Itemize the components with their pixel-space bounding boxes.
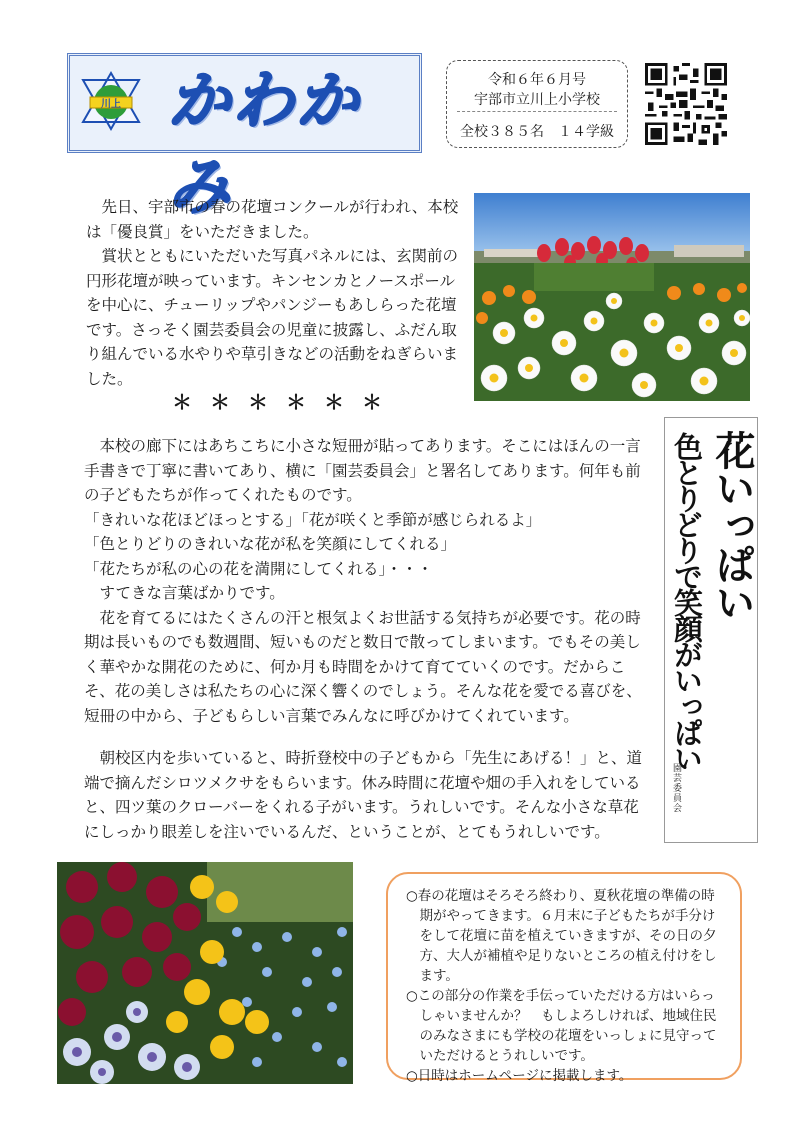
school-name: 宇部市立川上小学校 bbox=[474, 92, 600, 108]
quote: 「きれいな花ほどほっとする」「花が咲くと季節が感じられるよ」 bbox=[84, 510, 542, 529]
tanzaku-line-1: 花いっぱい bbox=[709, 430, 756, 620]
school-emblem-icon bbox=[80, 70, 142, 132]
tanzaku-card bbox=[664, 417, 758, 843]
quote: 「色とりどりのきれいな花が私を笑顔にしてくれる」 bbox=[84, 535, 457, 553]
article-tanzaku bbox=[84, 434, 652, 728]
issue-divider bbox=[457, 111, 617, 112]
article-clover bbox=[84, 746, 652, 844]
pansy-flowerbed-photo bbox=[57, 862, 353, 1084]
section-separator: ＊＊＊＊＊＊ bbox=[172, 390, 400, 414]
school-stats: 全校３８５名 １４学級 bbox=[460, 124, 614, 140]
notice-item: ○日時はホームページに掲載します。 bbox=[406, 1068, 633, 1084]
paragraph: 賞状とともにいただいた写真パネルには、玄関前の円形花壇が映っています。キンセンカとノースポールを中心に、チューリップやパンジーもあしらった花壇です。さっそく園芸委員会の児童に披露し、ふだん取り組んでいる水やりや草引きなどの活動をねぎらいました。 bbox=[86, 247, 459, 388]
paragraph: 花を育てるにはたくさんの汗と根気よくお世話する気持ちが必要です。花の時期は長いものでも数週間、短いものだと数日で散ってしまいます。でもその美しく華やかな開花のために、何か月も時間をかけて育てていくのです。だからこそ、花の美しさは私たちの心に深く響くのでしょう。そんな花を愛でる喜びを、短冊の中から、子どもらしい言葉でみんなに呼びかけてくれています。 bbox=[84, 608, 642, 725]
notice-item: ○春の花壇はそろそろ終わり、夏秋花壇の準備の時期がやってきます。６月末に子どもたちが手分けをして花壇に苗を植えていきますが、その日の夕方、大人が補植や足りないところの植え付けをします。 bbox=[406, 888, 717, 984]
paragraph: すてきな言葉ばかりです。 bbox=[99, 584, 285, 602]
article-flower-contest bbox=[86, 195, 466, 391]
issue-info-box bbox=[446, 60, 628, 148]
emblem-text: 川上 bbox=[101, 99, 121, 110]
issue-date: 令和６年６月号 bbox=[488, 72, 586, 88]
notice-box bbox=[386, 872, 742, 1084]
quote: 「花たちが私の心の花を満開にしてくれる」・・・ bbox=[84, 559, 433, 578]
tanzaku-line-2: 色とりどりで笑顔がいっぱい bbox=[670, 432, 704, 770]
tanzaku-signature: 園芸委員会 bbox=[671, 763, 681, 813]
notice-item: ○この部分の作業を手伝っていただける方はいらっしゃいませんか？ もしよろしければ、地域住民のみなさまにも学校の花壇をいっしょに見守っていただけるとうれしいです。 bbox=[406, 988, 717, 1064]
paragraph: 先日、宇部市の春の花壇コンクールが行われ、本校は「優良賞」をいただきました。 bbox=[86, 198, 459, 241]
newsletter-title: かわかみ bbox=[168, 64, 361, 223]
flowerbed-photo bbox=[474, 193, 750, 401]
paragraph: 朝校区内を歩いていると、時折登校中の子どもから「先生にあげる！」と、道端で摘んだシロツメクサをもらいます。休み時間に花壇や畑の手入れをしていると、四ツ葉のクローバーをくれる子がいます。うれしいです。そんな小さな草花にしっかり眼差しを注いでいるんだ、ということが、とてもうれしいです。 bbox=[84, 749, 643, 841]
paragraph: 本校の廊下にはあちこちに小さな短冊が貼ってあります。そこにはほんの一言手書きで丁寧に書いてあり、横に「園芸委員会」と署名してあります。何年も前の子どもたちが作ってくれたものです。 bbox=[84, 437, 641, 504]
qr-code-icon[interactable] bbox=[645, 63, 727, 145]
